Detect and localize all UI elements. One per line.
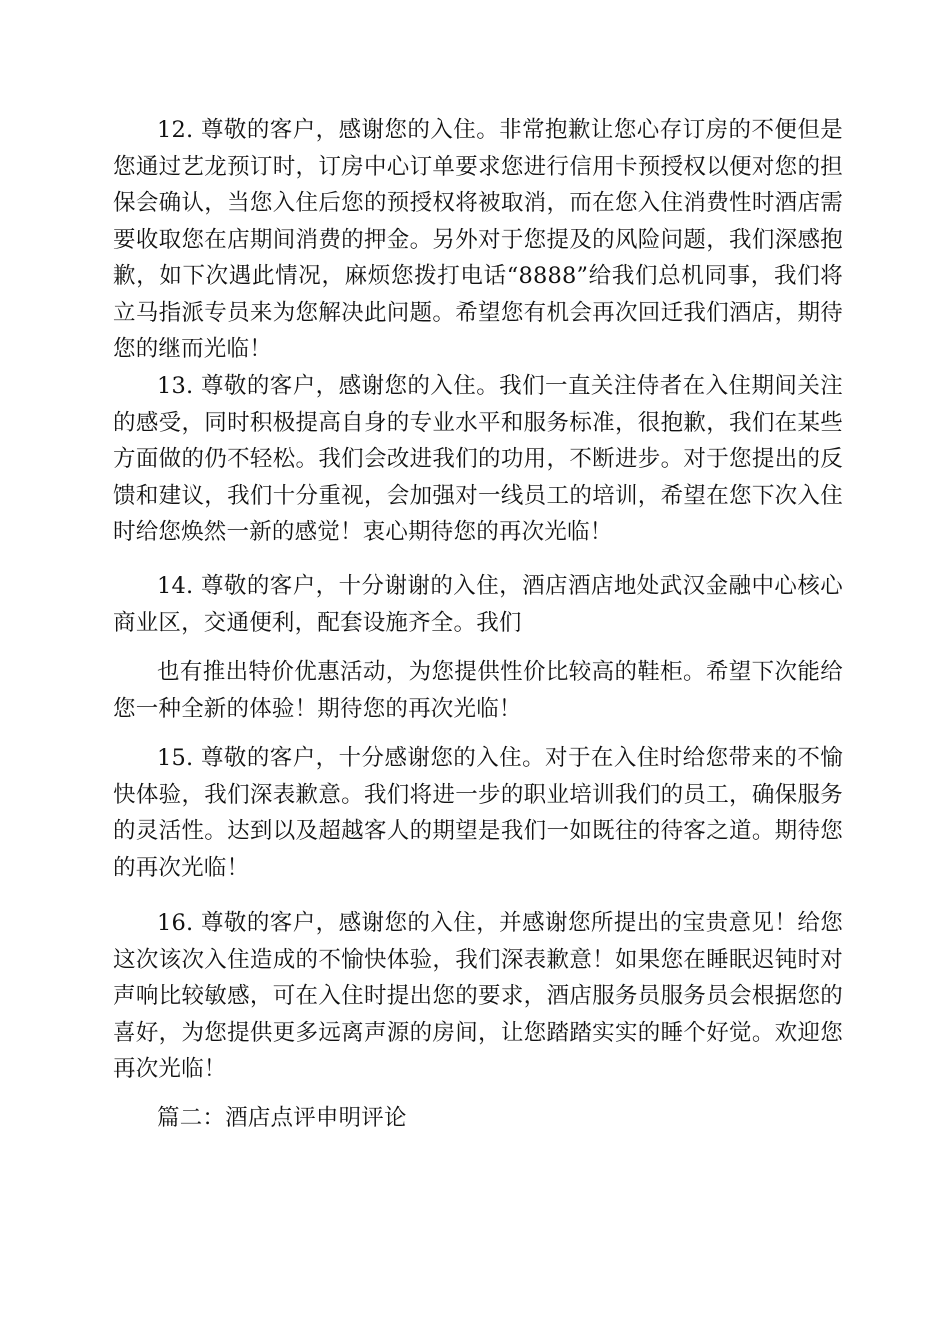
paragraph-13: 13. 尊敬的客户，感谢您的入住。我们一直关注侍者在入住期间关注的感受，同时积极提高自身的专业水平和服务标准，很抱歉，我们在某些方面做的仍不轻松。我们会改进我们的功用，不断进步。对于您提出的反馈和建议，我们十分重视，会加强对一线员工的培训，希望在您下次入住时给您焕然一新的感觉！衷心期待您的再次光临！ [113, 373, 843, 545]
paragraph-14-part-1: 14. 尊敬的客户，十分谢谢的入住，酒店酒店地处武汉金融中心核心商业区，交通便利，配套设施齐全。我们 [113, 573, 843, 636]
section-heading: 篇二：酒店点评申明评论 [157, 1105, 407, 1131]
paragraph-12: 12. 尊敬的客户，感谢您的入住。非常抱歉让您心存订房的不便但是您通过艺龙预订时，订房中心订单要求您进行信用卡预授权以便对您的担保会确认，当您入住后您的预授权将被取消，而在您入住消费性时酒店需要收取您在店期间消费的押金。另外对于您提及的风险问题，我们深感抱歉，如下次遇此情况，麻烦您拨打电话“8888”给我们总机同事，我们将立马指派专员来为您解决此问题。希望您有机会再次回迁我们酒店，期待您的继而光临！ [113, 117, 843, 362]
paragraph-16: 16. 尊敬的客户，感谢您的入住，并感谢您所提出的宝贵意见！给您这次该次入住造成的不愉快体验，我们深表歉意！如果您在睡眠迟钝时对声响比较敏感，可在入住时提出您的要求，酒店服务员服务员会根据您的喜好，为您提供更多远离声源的房间，让您踏踏实实的睡个好觉。欢迎您再次光临！ [113, 910, 843, 1082]
paragraph-14-part-2: 也有推出特价优惠活动，为您提供性价比较高的鞋柜。希望下次能给您一种全新的体验！期待您的再次光临！ [113, 659, 843, 722]
paragraph-15: 15. 尊敬的客户，十分感谢您的入住。对于在入住时给您带来的不愉快体验，我们深表歉意。我们将进一步的职业培训我们的员工，确保服务的灵活性。达到以及超越客人的期望是我们一如既往的待客之道。期待您的再次光临！ [113, 745, 843, 881]
